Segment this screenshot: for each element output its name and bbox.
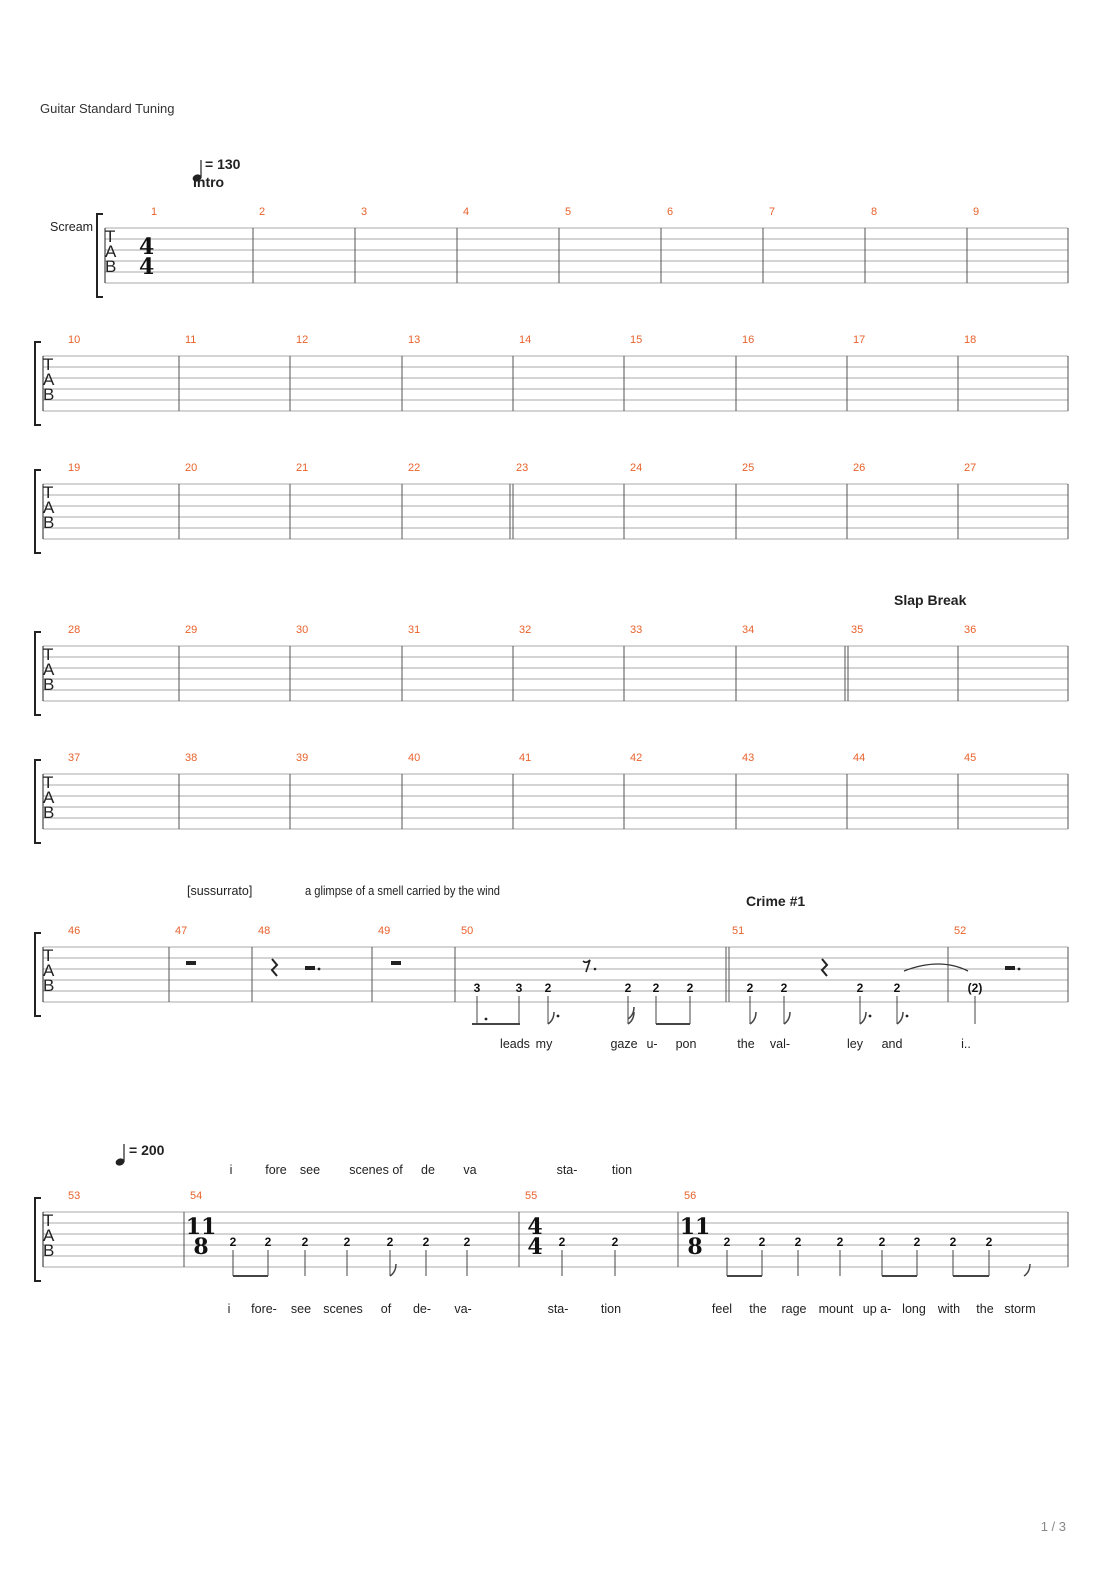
tab-fret-number: 2 <box>544 981 552 995</box>
lyric-syllable: rage <box>781 1302 807 1316</box>
measure-number: 20 <box>185 462 198 474</box>
note-dot <box>485 1018 488 1021</box>
measure-number: 6 <box>667 206 674 218</box>
measure-number: 12 <box>296 334 309 346</box>
lyric-syllable: i.. <box>961 1037 971 1051</box>
lyric-syllable: long <box>902 1302 926 1316</box>
measure-number: 56 <box>684 1190 697 1202</box>
measure-number: 17 <box>853 334 866 346</box>
lyric-syllable: fore- <box>251 1302 277 1316</box>
tab-fret-number: 2 <box>686 981 694 995</box>
measure-number: 30 <box>296 624 309 636</box>
lyric-syllable: u- <box>646 1037 658 1051</box>
lyric-syllable: pon <box>675 1037 697 1051</box>
tab-fret-number: (2) <box>967 981 983 995</box>
section-label-intro: Intro <box>193 174 225 190</box>
tab-clef-letter: A <box>43 1226 55 1245</box>
tab-system-5 <box>35 752 1068 843</box>
tuning-label: Guitar Standard Tuning <box>40 101 175 116</box>
measure-number: 18 <box>964 334 977 346</box>
tab-fret-number: 2 <box>611 1235 619 1249</box>
lyric-syllable: the <box>749 1302 767 1316</box>
rest-dot <box>594 968 597 971</box>
measure-number: 34 <box>742 624 755 636</box>
measure-number: 47 <box>175 925 188 937</box>
system-bracket <box>35 933 41 1016</box>
tab-fret-number: 2 <box>624 981 632 995</box>
measure-number: 48 <box>258 925 271 937</box>
measure-number: 22 <box>408 462 421 474</box>
system-bracket <box>35 342 41 425</box>
measure-number: 49 <box>378 925 391 937</box>
lyric-above: sta- <box>556 1163 578 1177</box>
measure-number: 43 <box>742 752 755 764</box>
lyric-syllable: with <box>937 1302 961 1316</box>
tab-clef-letter: T <box>43 773 54 792</box>
tab-system-4 <box>35 624 1068 715</box>
measure-number: 32 <box>519 624 532 636</box>
lyric-syllable: see <box>290 1302 312 1316</box>
measure-number: 27 <box>964 462 977 474</box>
measure-number: 38 <box>185 752 198 764</box>
measure-number: 44 <box>853 752 866 764</box>
tab-clef-letter: A <box>105 242 117 261</box>
measure-number: 16 <box>742 334 755 346</box>
tab-clef-letter: B <box>43 1241 55 1260</box>
measure-number: 51 <box>732 925 745 937</box>
measure-number: 35 <box>851 624 864 636</box>
lyric-syllable: scenes <box>323 1302 363 1316</box>
tab-fret-number: 2 <box>422 1235 430 1249</box>
tab-fret-number: 2 <box>301 1235 309 1249</box>
measure-number: 11 <box>185 334 197 346</box>
measure-number: 1 <box>151 206 158 218</box>
tab-system-3 <box>35 462 1068 553</box>
measure-number: 24 <box>630 462 643 474</box>
lyric-syllable: feel <box>711 1302 733 1316</box>
system-bracket <box>35 470 41 553</box>
lyric-syllable: i <box>227 1302 231 1316</box>
measure-number: 25 <box>742 462 755 474</box>
note-flag <box>548 1012 554 1024</box>
tab-clef-letter: B <box>43 675 55 694</box>
lyric-above: va <box>463 1163 477 1177</box>
tempo-marking: = 200 <box>129 1142 165 1158</box>
lyric-syllable: and <box>881 1037 903 1051</box>
tie-arc <box>904 964 968 971</box>
measure-number: 4 <box>463 206 470 218</box>
tab-fret-number: 2 <box>836 1235 844 1249</box>
lyric-above: tion <box>611 1163 633 1177</box>
tab-fret-number: 3 <box>473 981 481 995</box>
measure-number: 52 <box>954 925 967 937</box>
tab-fret-number: 2 <box>913 1235 921 1249</box>
page-number: 1 / 3 <box>1040 1519 1066 1534</box>
lyric-above: see <box>299 1163 321 1177</box>
measure-number: 40 <box>408 752 421 764</box>
tab-fret-number: 2 <box>463 1235 471 1249</box>
tab-clef-letter: A <box>43 370 55 389</box>
lyric-above: i <box>229 1163 233 1177</box>
section-label-crime-1: Crime #1 <box>746 893 806 909</box>
time-sig-bottom: 4 <box>139 254 155 280</box>
tab-system-6 <box>35 925 1068 1016</box>
note-flag <box>750 1012 756 1024</box>
tab-fret-number: 2 <box>229 1235 237 1249</box>
tab-fret-number: 2 <box>723 1235 731 1249</box>
measure-number: 36 <box>964 624 977 636</box>
rest-dot <box>318 968 321 971</box>
measure-number: 39 <box>296 752 309 764</box>
measure-number: 55 <box>525 1190 538 1202</box>
time-sig-bottom: 8 <box>687 1234 703 1260</box>
measure-number: 31 <box>408 624 421 636</box>
eighth-rest <box>583 960 590 972</box>
tab-system-2 <box>35 334 1068 425</box>
system-bracket <box>35 760 41 843</box>
measure-number: 53 <box>68 1190 81 1202</box>
measure-number: 46 <box>68 925 81 937</box>
time-sig-bottom: 4 <box>527 1234 543 1260</box>
tab-clef-letter: T <box>43 1211 54 1230</box>
measure-number: 2 <box>259 206 266 218</box>
half-rest <box>1005 966 1015 970</box>
tab-clef-letter: A <box>43 788 55 807</box>
tab-clef-letter: B <box>43 803 55 822</box>
tab-fret-number: 2 <box>758 1235 766 1249</box>
lyric-syllable: gaze <box>610 1037 638 1051</box>
tab-clef-letter: T <box>43 355 54 374</box>
time-sig-top: 11 <box>185 1214 217 1240</box>
tab-clef-letter: B <box>105 257 117 276</box>
track-name: Scream <box>50 220 94 234</box>
tab-clef-letter: T <box>105 227 116 246</box>
tab-fret-number: 2 <box>780 981 788 995</box>
lyric-syllable: val- <box>769 1037 791 1051</box>
lyric-syllable: ley <box>847 1037 863 1051</box>
whole-rest <box>391 961 401 965</box>
tab-fret-number: 2 <box>652 981 660 995</box>
quarter-rest <box>272 959 277 976</box>
rest-dot <box>1018 968 1021 971</box>
time-sig-top: 11 <box>679 1214 711 1240</box>
note-flag <box>390 1264 396 1276</box>
measure-number: 8 <box>871 206 878 218</box>
tab-fret-number: 2 <box>343 1235 351 1249</box>
tab-fret-number: 2 <box>558 1235 566 1249</box>
tab-fret-number: 3 <box>515 981 523 995</box>
measure-number: 9 <box>973 206 980 218</box>
measure-number: 23 <box>516 462 529 474</box>
lyric-syllable: leads <box>500 1037 530 1051</box>
measure-number: 3 <box>361 206 368 218</box>
system-bracket <box>35 1198 41 1281</box>
tab-fret-number: 2 <box>794 1235 802 1249</box>
direction-lyric-note: a glimpse of a smell carried by the wind <box>305 884 501 898</box>
lyric-above: fore <box>265 1163 287 1177</box>
measure-number: 7 <box>769 206 776 218</box>
tab-fret-number: 2 <box>264 1235 272 1249</box>
note-flag <box>897 1012 903 1024</box>
measure-number: 41 <box>519 752 532 764</box>
tab-clef-letter: B <box>43 385 55 404</box>
tab-fret-number: 2 <box>878 1235 886 1249</box>
measure-number: 13 <box>408 334 421 346</box>
time-sig-bottom: 8 <box>193 1234 209 1260</box>
measure-number: 45 <box>964 752 977 764</box>
measure-number: 19 <box>68 462 81 474</box>
measure-number: 50 <box>461 925 474 937</box>
tab-fret-number: 2 <box>949 1235 957 1249</box>
tab-clef-letter: T <box>43 645 54 664</box>
half-rest <box>305 966 315 970</box>
whole-rest <box>186 961 196 965</box>
note-dot <box>557 1015 560 1018</box>
tab-fret-number: 2 <box>386 1235 394 1249</box>
lyric-syllable: of <box>380 1302 392 1316</box>
lyric-syllable: sta- <box>547 1302 569 1316</box>
lyric-syllable: de- <box>412 1302 432 1316</box>
tab-fret-number: 2 <box>985 1235 993 1249</box>
tab-fret-number: 2 <box>746 981 754 995</box>
measure-number: 21 <box>296 462 309 474</box>
measure-number: 29 <box>185 624 198 636</box>
tab-fret-number: 2 <box>856 981 864 995</box>
tab-clef-letter: T <box>43 946 54 965</box>
note-flag <box>860 1012 866 1024</box>
tab-clef-letter: A <box>43 961 55 980</box>
section-label-slap-break: Slap Break <box>894 592 967 608</box>
measure-number: 28 <box>68 624 81 636</box>
note-flag <box>784 1012 790 1024</box>
direction-sussurrato: [sussurrato] <box>187 884 253 898</box>
note-flag <box>1024 1264 1030 1276</box>
tab-clef-letter: B <box>43 976 55 995</box>
measure-number: 54 <box>190 1190 203 1202</box>
tempo-marking: = 130 <box>205 156 241 172</box>
overlay-layer <box>50 156 1036 1316</box>
tab-fret-number: 2 <box>893 981 901 995</box>
tab-clef-letter: A <box>43 660 55 679</box>
measure-number: 26 <box>853 462 866 474</box>
note-dot <box>869 1015 872 1018</box>
measure-number: 15 <box>630 334 643 346</box>
systems-layer <box>35 206 1068 1281</box>
lyric-above: de <box>421 1163 435 1177</box>
measure-number: 37 <box>68 752 81 764</box>
measure-number: 10 <box>68 334 81 346</box>
lyric-syllable: the <box>737 1037 755 1051</box>
lyric-syllable: va- <box>454 1302 472 1316</box>
measure-number: 5 <box>565 206 572 218</box>
lyric-syllable: my <box>535 1037 553 1051</box>
lyric-above: scenes of <box>349 1163 403 1177</box>
system-bracket <box>97 214 103 297</box>
lyric-syllable: the <box>976 1302 994 1316</box>
lyric-syllable: tion <box>600 1302 622 1316</box>
lyric-syllable: storm <box>1004 1302 1036 1316</box>
time-sig-top: 4 <box>139 234 155 260</box>
note-dot <box>906 1015 909 1018</box>
tab-clef-letter: A <box>43 498 55 517</box>
tab-system-1 <box>97 206 1068 297</box>
lyric-syllable: mount <box>818 1302 854 1316</box>
tab-clef-letter: B <box>43 513 55 532</box>
tab-clef-letter: T <box>43 483 54 502</box>
measure-number: 33 <box>630 624 643 636</box>
measure-number: 14 <box>519 334 532 346</box>
measure-number: 42 <box>630 752 643 764</box>
quarter-rest <box>822 959 827 976</box>
system-bracket <box>35 632 41 715</box>
time-sig-top: 4 <box>527 1214 543 1240</box>
lyric-syllable: up a- <box>862 1302 892 1316</box>
